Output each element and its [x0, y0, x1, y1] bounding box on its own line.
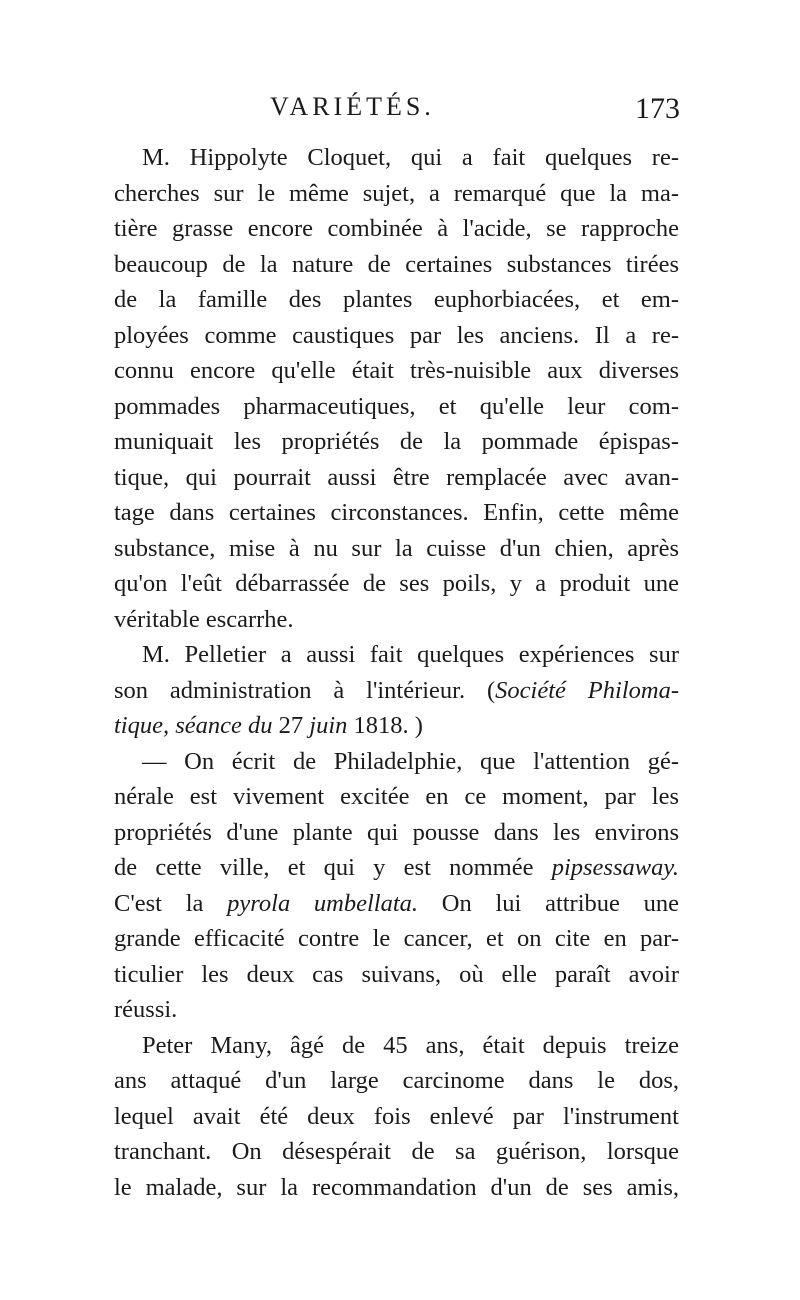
- text-line: M. Pelletier a aussi fait quelques expériences sur: [142, 641, 679, 668]
- body-text: [114, 140, 679, 1205]
- page-number: 173: [635, 92, 680, 125]
- plant-name-italic: pyrola umbellata.: [227, 889, 419, 917]
- text-line: Peter Many, âgé de 45 ans, était depuis treize: [142, 1031, 679, 1059]
- text-line: nérale est vivement excitée en ce moment, par les: [114, 783, 679, 810]
- text-line: beaucoup de la nature de certaines substances tirées: [114, 250, 679, 278]
- text-segment: son administration à l'intérieur. (: [114, 676, 496, 704]
- text-segment: On lui attribue une: [418, 889, 680, 917]
- text-line: connu encore qu'elle était très-nuisible aux diverses: [114, 357, 679, 384]
- text-line: — On écrit de Philadelphie, que l'attention gé-: [142, 747, 679, 775]
- text-line: pommades pharmaceutiques, et qu'elle leur com-: [114, 392, 679, 420]
- text-line: lequel avait été deux fois enlevé par l'instrument: [114, 1102, 679, 1130]
- text-line: ans attaqué d'un large carcinome dans le dos,: [114, 1067, 679, 1094]
- text-segment: de cette ville, et qui y est nommée: [114, 854, 552, 881]
- text-line: tique, qui pourrait aussi être remplacée avec avan-: [114, 463, 679, 491]
- text-line: ployées comme caustiques par les anciens. Il a re-: [114, 321, 679, 349]
- text-segment: 27: [272, 712, 310, 739]
- text-line: propriétés d'une plante qui pousse dans les environs: [114, 818, 679, 846]
- text-segment: 1818. ): [347, 712, 423, 739]
- text-line: tage dans certaines circonstances. Enfin, cette même: [114, 499, 679, 526]
- citation-italic: tique, séance du: [114, 712, 273, 739]
- text-line: réussi.: [114, 996, 178, 1023]
- text-line: véritable escarrhe.: [114, 605, 294, 633]
- text-line: grande efficacité contre le cancer, et on cite en par-: [114, 925, 679, 952]
- text-line: tière grasse encore combinée à l'acide, se rapproche: [114, 215, 679, 242]
- text-line: [114, 673, 679, 709]
- text-line: substance, mise à nu sur la cuisse d'un chien, après: [114, 534, 679, 562]
- text-line: muniquait les propriétés de la pommade épispas-: [114, 428, 679, 455]
- page-header: [120, 92, 680, 132]
- plant-name-italic: pipsessaway.: [551, 854, 679, 881]
- text-line: cherches sur le même sujet, a remarqué que la ma-: [114, 179, 679, 207]
- text-line: [114, 850, 679, 886]
- text-line: tranchant. On désespérait de sa guérison, lorsque: [114, 1138, 679, 1165]
- text-line: M. Hippolyte Cloquet, qui a fait quelques re-: [142, 144, 679, 171]
- text-line: qu'on l'eût débarrassée de ses poils, y a produit une: [114, 570, 679, 597]
- citation-italic: juin: [309, 712, 348, 739]
- text-line: [114, 886, 679, 922]
- text-line: de la famille des plantes euphorbiacées, et em-: [114, 286, 679, 313]
- citation-italic: Société Philoma-: [495, 676, 679, 704]
- text-line: [114, 708, 679, 744]
- text-line: ticulier les deux cas suivans, où elle paraît avoir: [114, 960, 679, 988]
- text-segment: C'est la: [114, 889, 228, 917]
- text-line: le malade, sur la recommandation d'un de ses amis,: [114, 1173, 679, 1201]
- running-title: VARIÉTÉS.: [270, 92, 435, 121]
